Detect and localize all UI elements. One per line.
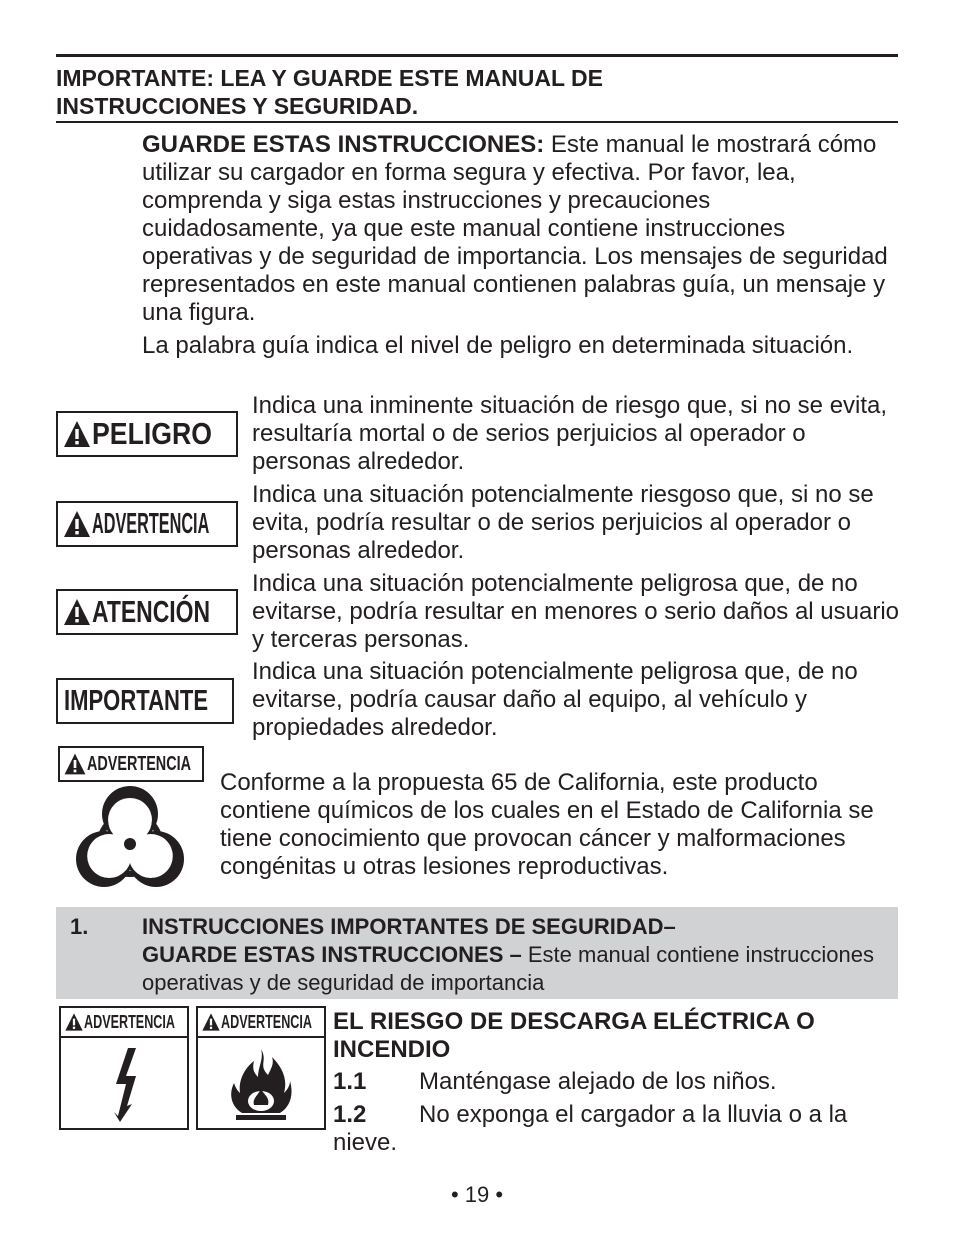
risk-heading: EL RIESGO DE DESCARGA ELÉCTRICA O INCENDIO bbox=[333, 1008, 815, 1063]
warning-triangle-icon bbox=[62, 509, 92, 539]
prop65-warning-badge: ADVERTENCIA bbox=[58, 746, 204, 782]
top-rule bbox=[56, 54, 898, 57]
atencion-label: ATENCIÓN bbox=[56, 589, 238, 635]
peligro-label: PELIGRO bbox=[56, 411, 238, 457]
warning-triangle-icon bbox=[201, 1012, 221, 1032]
advertencia-label: ADVERTENCIA bbox=[56, 501, 238, 547]
section-number: 1. bbox=[70, 914, 89, 939]
safety-item-1-2: 1.2 No exponga el cargador a la lluvia o a la nieve. bbox=[333, 1101, 848, 1156]
safety-item-1-1: 1.1 Manténgase alejado de los niños. bbox=[333, 1068, 777, 1095]
peligro-description: Indica una inminente situación de riesgo que, si no se evita, resultaría mortal o de serios perjuicios al operador o personas alrededor. bbox=[252, 392, 888, 475]
warning-triangle-icon bbox=[62, 597, 92, 627]
section-1-heading: INSTRUCCIONES IMPORTANTES DE SEGURIDAD– GUARDE ESTAS INSTRUCCIONES – Este manual contiene instrucciones operativas y de seguridad de importancia bbox=[142, 914, 874, 995]
advertencia-description: Indica una situación potencialmente riesgoso que, si no se evita, podría resultar o de serios perjuicios al operador o personas alrededor. bbox=[252, 481, 874, 564]
importante-description: Indica una situación potencialmente peligrosa que, de no evitarse, podría causar daño al equipo, al vehículo y propiedades alrededor. bbox=[252, 658, 858, 741]
fire-warning-card: ADVERTENCIA bbox=[196, 1006, 326, 1130]
atencion-description: Indica una situación potencialmente peligrosa que, de no evitarse, podría resultar en menores o serio daños al usuario y terceras personas. bbox=[252, 570, 900, 653]
electric-shock-warning-card: ADVERTENCIA bbox=[59, 1006, 189, 1130]
warning-triangle-icon bbox=[62, 419, 92, 449]
signal-word-intro: La palabra guía indica el nivel de peligro en determinada situación. bbox=[142, 332, 854, 359]
electric-shock-icon bbox=[94, 1044, 154, 1124]
warning-triangle-icon bbox=[63, 752, 87, 776]
prop65-text: Conforme a la propuesta 65 de California, este producto contiene químicos de los cuales en el Estado de California se tiene conocimiento que provocan cáncer y malformaciones congénitas u otras lesiones reproductivas. bbox=[220, 769, 874, 880]
page-number: • 19 • bbox=[450, 1182, 504, 1207]
warning-triangle-icon bbox=[64, 1012, 84, 1032]
header-rule bbox=[56, 121, 898, 123]
biohazard-icon bbox=[68, 786, 192, 902]
fire-icon bbox=[228, 1045, 294, 1123]
page-header-title: IMPORTANTE: LEA Y GUARDE ESTE MANUAL DE INSTRUCCIONES Y SEGURIDAD. bbox=[56, 65, 603, 119]
intro-paragraph: GUARDE ESTAS INSTRUCCIONES: Este manual le mostrará cómo utilizar su cargador en forma segura y efectiva. Por favor, lea, comprenda y siga estas instrucciones y precauciones cuidadosamente, ya que este manual contiene instrucciones operativas y de seguridad de importancia. Los mensajes de seguridad representados en este manual contienen palabras guía, un mensaje y una figura. bbox=[142, 131, 888, 326]
importante-label: IMPORTANTE bbox=[56, 678, 234, 724]
